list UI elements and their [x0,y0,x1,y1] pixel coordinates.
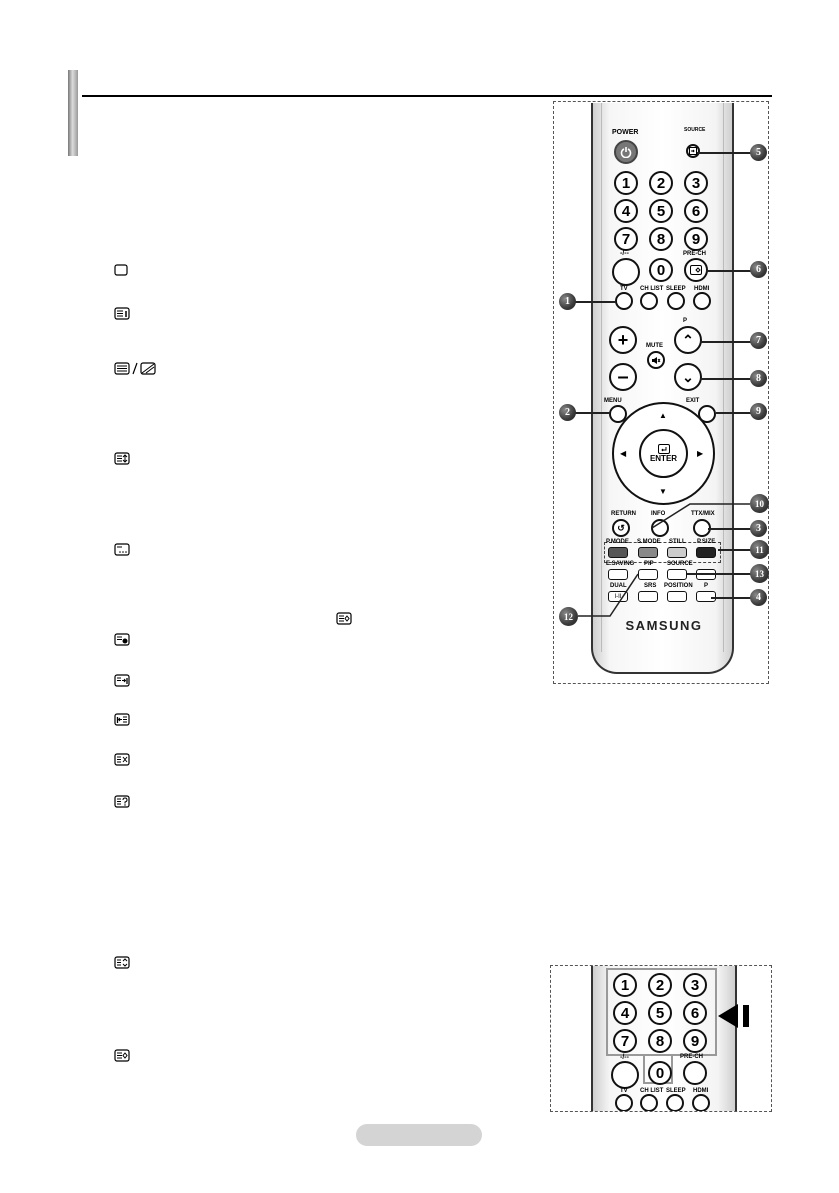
leader-line [574,412,610,414]
mute-icon [651,356,661,365]
still-label: STILL [669,539,686,545]
hdmi-label: HDMI [694,286,710,292]
callout-6: 6 [750,261,767,278]
leader-line [718,549,751,551]
teletext-page-select-icon [690,265,702,275]
sleep-button[interactable] [666,1094,684,1112]
chlist-button[interactable] [640,292,658,310]
right-arrow-icon[interactable]: ▶ [697,449,704,458]
prech-label: PRE-CH [680,1054,704,1060]
mute-label: MUTE [646,343,663,349]
down-arrow-icon[interactable]: ▼ [659,487,667,496]
number-key-3[interactable]: 3 [684,171,708,195]
source-icon [689,147,697,155]
tv-button[interactable] [615,1094,633,1112]
pmode-button[interactable] [608,547,628,558]
chlist-label: CH LIST [640,1088,664,1094]
enter-icon [658,444,670,454]
menu-label: MENU [604,398,622,404]
callout-5: 5 [750,144,767,161]
number-keys-detail-frame [550,965,772,1112]
number-key-1[interactable]: 1 [614,171,638,195]
chlist-button[interactable] [640,1094,658,1112]
prech-button[interactable] [684,258,708,282]
leader-line [716,412,752,414]
leader-line [711,597,752,599]
teletext-index-icon [114,306,130,320]
leader-line [700,341,752,343]
position-button[interactable] [667,591,687,602]
sleep-label: SLEEP [666,286,686,292]
number-key-9[interactable]: 9 [684,227,708,251]
teletext-on-mix-icon [114,361,156,375]
dash-key-label: -/-- [620,250,629,257]
tv-button[interactable] [615,292,633,310]
number-key-9[interactable]: 9 [683,1029,707,1053]
volume-down-button[interactable]: – [609,363,637,391]
number-key-7[interactable]: 7 [614,227,638,251]
callout-1: 1 [559,293,576,310]
number-key-8[interactable]: 8 [648,1029,672,1053]
esaving-label: E.SAVING [606,561,635,567]
number-key-0[interactable]: 0 [649,258,673,282]
channel-up-button[interactable]: ⌃ [674,326,702,354]
exit-label: EXIT [686,398,700,404]
power-label: POWER [612,129,639,136]
still-button[interactable] [667,547,687,558]
callout-13: 13 [750,564,769,583]
callout-8: 8 [750,370,767,387]
teletext-reveal-icon [114,794,130,808]
leader-line [576,572,646,622]
tv-label: TV [620,1088,628,1094]
number-key-6[interactable]: 6 [683,1001,707,1025]
dash-key[interactable] [612,258,640,286]
number-key-3[interactable]: 3 [683,973,707,997]
return-button[interactable]: ↺ [612,519,630,537]
extra-button[interactable] [696,569,716,580]
leader-line [574,301,616,303]
callout-4: 4 [750,589,767,606]
teletext-subtitle-icon [114,542,130,556]
smode-label: S.MODE [637,539,661,545]
callout-7: 7 [750,332,767,349]
pmode-label: P.MODE [606,539,629,545]
source-button[interactable] [686,144,700,158]
enter-label: ENTER [649,454,678,463]
callout-10: 10 [750,494,769,513]
callout-3: 3 [750,520,767,537]
position-label: POSITION [664,583,693,589]
channel-down-button[interactable]: ⌄ [674,363,702,391]
pip-label: PIP [644,561,654,567]
left-arrow-icon[interactable]: ◀ [620,449,627,458]
callout-2: 2 [559,404,576,421]
sleep-button[interactable] [667,292,685,310]
return-label: RETURN [611,511,636,517]
teletext-store-icon [114,632,130,646]
callout-11: 11 [750,540,769,559]
source-label: SOURCE [684,127,706,133]
number-key-1[interactable]: 1 [613,973,637,997]
hdmi-button[interactable] [692,1094,710,1112]
psize-label: P.SIZE [697,539,716,545]
hdmi-button[interactable] [693,292,711,310]
mute-button[interactable] [647,351,665,369]
enter-button[interactable] [639,429,688,478]
teletext-hold-icon [114,955,130,969]
dash-key[interactable] [611,1061,639,1089]
number-key-6[interactable]: 6 [684,199,708,223]
leader-line [706,270,752,272]
info-label: INFO [651,511,666,517]
source2-button[interactable] [667,569,687,580]
psize-button[interactable] [696,547,716,558]
number-key-5[interactable]: 5 [648,1001,672,1025]
header-rule [82,95,772,97]
power-icon [620,146,632,158]
brand-logo: SAMSUNG [625,618,703,633]
teletext-subpage-icon [114,673,130,687]
page-number-badge [356,1124,482,1146]
dual-label: DUAL [610,583,627,589]
smode-button[interactable] [638,547,658,558]
number-key-2[interactable]: 2 [649,171,673,195]
tv-label: TV [620,286,628,292]
source2-label: SOURCE [667,561,693,567]
sleep-label: SLEEP [666,1088,686,1094]
leader-line [700,378,752,380]
teletext-page-select-icon [114,1048,130,1062]
srs-label: SRS [644,583,657,589]
dual-button[interactable]: I-II [608,591,628,602]
section-marker-bar [68,70,78,156]
number-key-7[interactable]: 7 [613,1029,637,1053]
prech-label: PRE-CH [683,251,707,257]
ttxmix-label: TTX/MIX [691,511,715,517]
callout-12: 12 [559,607,578,626]
power-button[interactable] [614,140,638,164]
leader-line [697,152,752,154]
volume-up-button[interactable]: + [609,326,637,354]
p2-label: P [704,583,709,589]
prech-button[interactable] [683,1061,707,1085]
dash-key-label: -/-- [620,1054,629,1061]
teletext-page-select-icon [336,612,352,630]
hdmi-label: HDMI [693,1088,709,1094]
leader-line [650,500,755,530]
p-label: P [683,318,688,324]
chlist-label: CH LIST [640,286,664,292]
number-key-0[interactable]: 0 [648,1061,672,1085]
tv-mode-icon [114,263,128,277]
pointer-arrow-icon [718,1002,758,1030]
leader-line [687,573,751,575]
teletext-cancel-icon [114,752,130,766]
number-key-8[interactable]: 8 [649,227,673,251]
up-arrow-icon[interactable]: ▲ [659,411,667,420]
number-key-2[interactable]: 2 [648,973,672,997]
number-key-4[interactable]: 4 [614,199,638,223]
number-key-4[interactable]: 4 [613,1001,637,1025]
callout-9: 9 [750,403,767,420]
teletext-size-icon [114,451,130,465]
teletext-mode-icon [114,712,130,726]
number-key-5[interactable]: 5 [649,199,673,223]
